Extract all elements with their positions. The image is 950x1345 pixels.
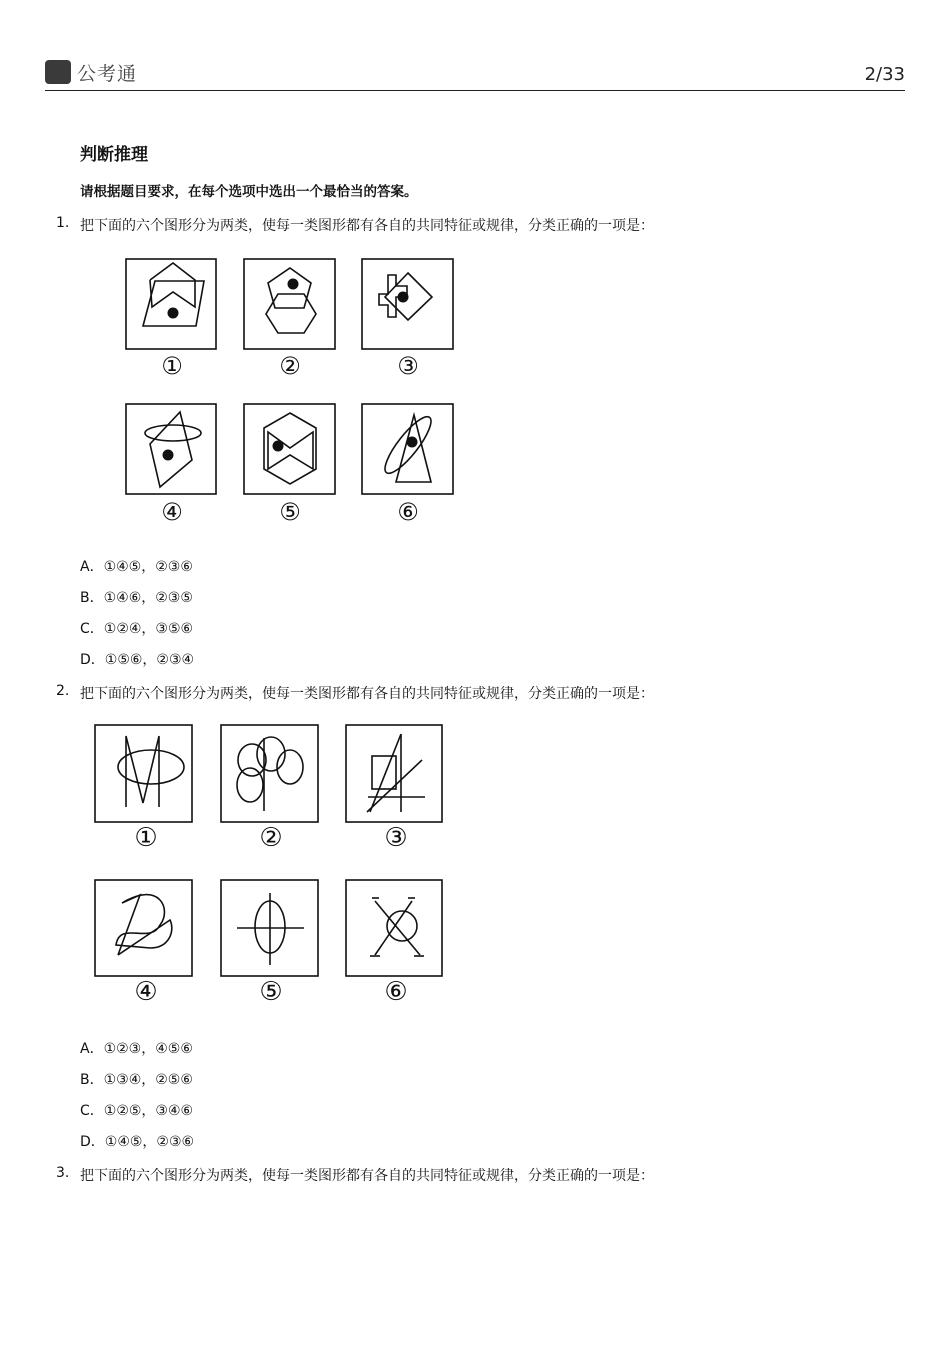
instructions: 请根据题目要求，在每个选项中选出一个最恰当的答案。: [80, 184, 418, 200]
q1-label-2: ②: [279, 352, 301, 380]
q2-label-4: ④: [134, 977, 158, 1007]
q1-label-5: ⑤: [279, 498, 301, 526]
q1-option-c[interactable]: C．①②④，③⑤⑥: [80, 621, 194, 637]
q1-figure-4: [126, 404, 216, 494]
q1-label-3: ③: [397, 352, 419, 380]
q1-figure-5: [244, 404, 335, 494]
question-3-text: 把下面的六个图形分为两类，使每一类图形都有各自的共同特征或规律，分类正确的一项是：: [80, 1168, 654, 1184]
q2-option-c[interactable]: C．①②⑤，③④⑥: [80, 1103, 194, 1119]
q2-figure-3: [346, 725, 442, 822]
q2-label-3: ③: [384, 823, 408, 853]
section-title: 判断推理: [80, 145, 148, 165]
q1-figure-6: [362, 404, 453, 494]
q1-label-4: ④: [161, 498, 183, 526]
question-1-number: 1.: [56, 215, 70, 231]
page-number: 2/33: [864, 64, 905, 85]
q1-label-6: ⑥: [397, 498, 419, 526]
q2-label-5: ⑤: [259, 977, 283, 1007]
q2-label-2: ②: [259, 823, 283, 853]
q2-option-a[interactable]: A．①②③，④⑤⑥: [80, 1041, 193, 1057]
q1-figure-1: [126, 259, 216, 349]
q2-figure-2: [221, 725, 318, 822]
question-1-text: 把下面的六个图形分为两类，使每一类图形都有各自的共同特征或规律，分类正确的一项是：: [80, 218, 654, 234]
q1-option-a[interactable]: A．①④⑤，②③⑥: [80, 559, 193, 575]
q2-label-6: ⑥: [384, 977, 408, 1007]
question-2-text: 把下面的六个图形分为两类，使每一类图形都有各自的共同特征或规律，分类正确的一项是：: [80, 686, 654, 702]
q1-option-b[interactable]: B．①④⑥，②③⑤: [80, 590, 193, 606]
question-2-number: 2.: [56, 683, 70, 699]
brand-name: 公考通: [77, 63, 138, 85]
q2-label-1: ①: [134, 823, 158, 853]
q2-figure-1: [95, 725, 192, 822]
question-3-number: 3.: [56, 1165, 70, 1181]
q2-option-d[interactable]: D．①④⑤，②③⑥: [80, 1134, 195, 1150]
q2-option-b[interactable]: B．①③④，②⑤⑥: [80, 1072, 193, 1088]
q1-label-1: ①: [161, 352, 183, 380]
q1-option-d[interactable]: D．①⑤⑥，②③④: [80, 652, 195, 668]
q1-figure-2: [244, 259, 335, 349]
